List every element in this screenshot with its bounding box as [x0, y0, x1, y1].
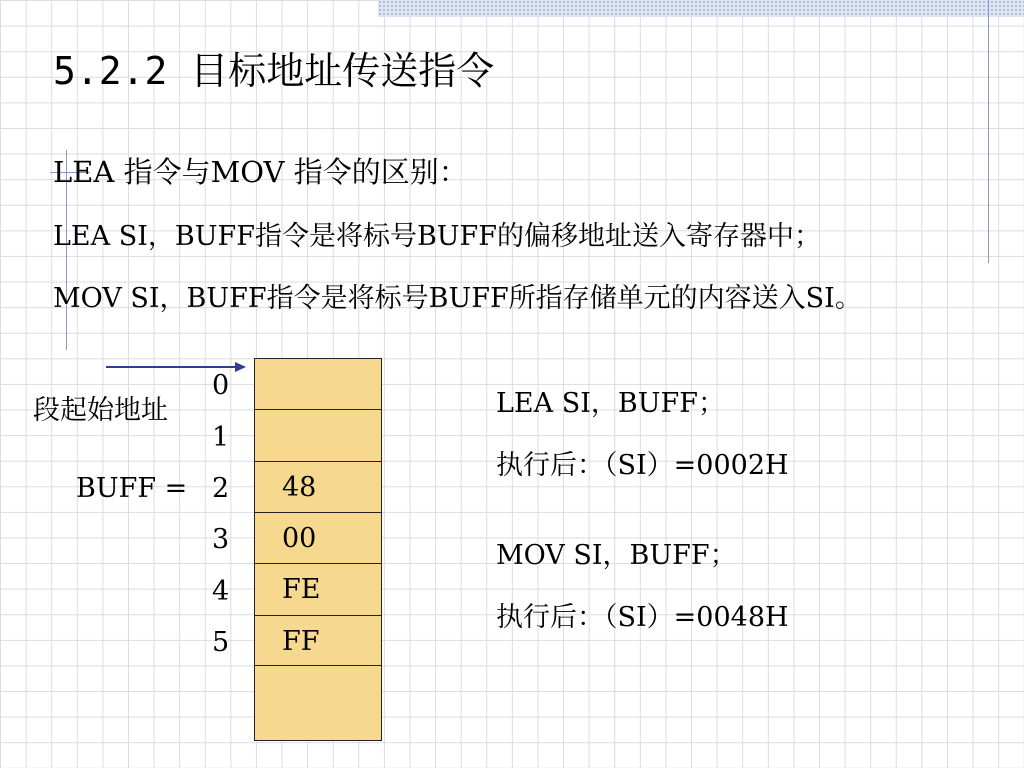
mov-instruction: MOV SI，BUFF；: [496, 540, 737, 571]
mov-description: MOV SI，BUFF指令是将标号BUFF所指存储单元的内容送入SI。: [53, 283, 862, 314]
memory-cell: FE: [255, 564, 381, 616]
address-label: 3: [212, 524, 230, 555]
memory-cell: [255, 410, 381, 462]
slide-title: 5.2.2 目标地址传送指令: [53, 49, 495, 93]
address-label: 1: [212, 422, 230, 453]
lea-description: LEA SI，BUFF指令是将标号BUFF的偏移地址送入寄存器中；: [53, 221, 822, 252]
header-decoration-band: [378, 0, 1024, 17]
memory-cell: [255, 666, 381, 740]
mov-result: 执行后：（SI）=0048H: [496, 602, 789, 633]
address-label: 0: [212, 370, 230, 401]
address-label: 4: [212, 576, 230, 607]
memory-cell: 48: [255, 462, 381, 513]
address-label: 5: [212, 627, 230, 658]
lea-result: 执行后：（SI）=0002H: [496, 450, 789, 481]
lea-instruction: LEA SI，BUFF；: [496, 388, 725, 419]
memory-cell: [255, 359, 381, 410]
section-subtitle: LEA 指令与MOV 指令的区别：: [53, 155, 468, 189]
memory-block: [254, 358, 382, 741]
decorative-vertical-line: [988, 0, 989, 263]
memory-cell: FF: [255, 616, 381, 666]
buff-label: BUFF =: [76, 473, 188, 504]
segment-start-label: 段起始地址: [33, 395, 168, 426]
memory-cell: 00: [255, 513, 381, 564]
address-label: 2: [212, 473, 230, 504]
